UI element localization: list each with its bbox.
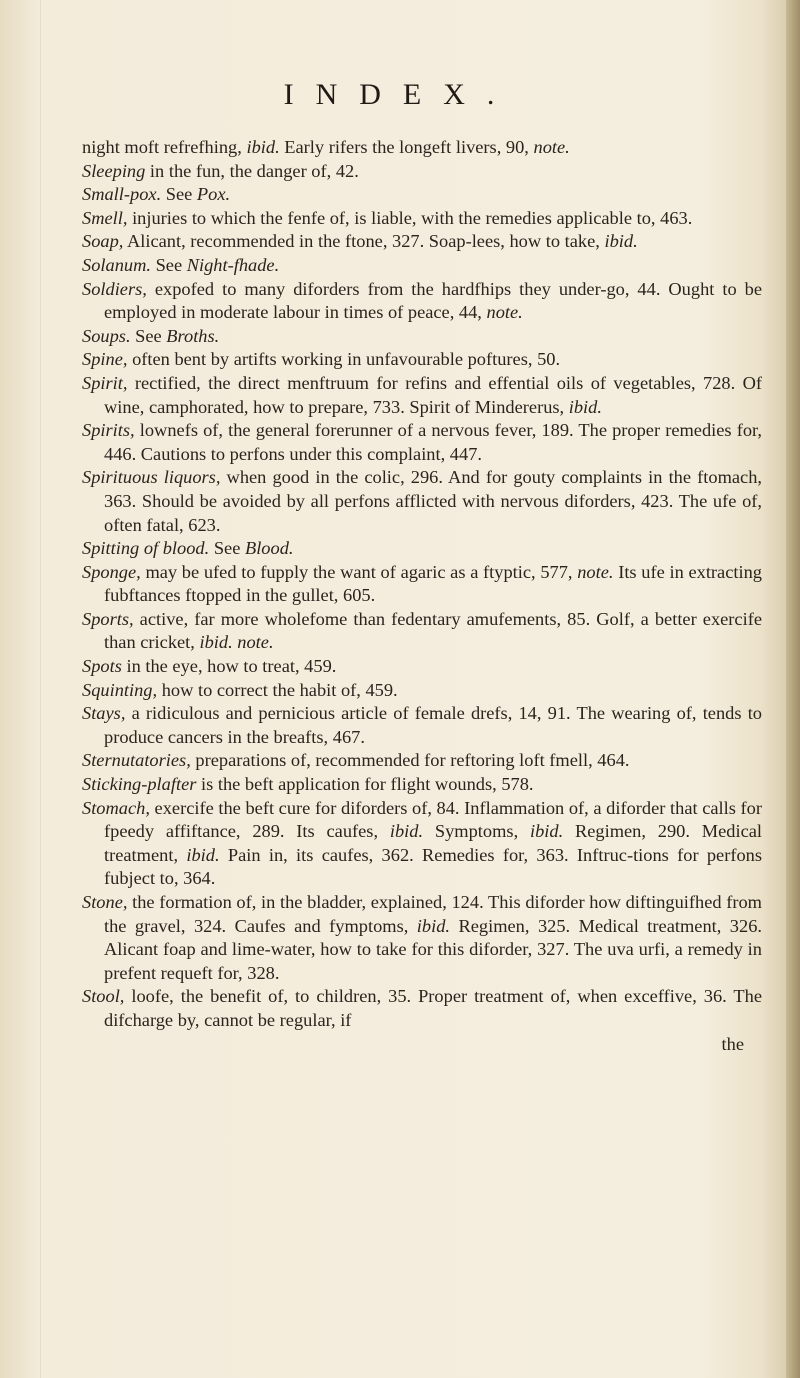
entry-text: how to correct the habit of, 459.: [157, 679, 398, 700]
index-entry: [82, 561, 762, 608]
index-entry: [82, 254, 762, 278]
entry-text: exercife the beft cure for diforders of, 84. Inflammation of, a diforder that calls for fpeedy affiftance, 289. Its caufes,: [104, 797, 762, 842]
entry-headword: Soldiers,: [82, 278, 147, 299]
entry-reference-italic: note.: [577, 561, 614, 582]
entry-text: a ridiculous and pernicious article of female drefs, 14, 91. The wearing of, tends to produce cancers in the breafts, 467.: [104, 703, 762, 747]
entry-headword: Stomach,: [82, 797, 150, 818]
index-entry: [82, 466, 762, 537]
entry-headword: Soups.: [82, 325, 131, 346]
index-entry: [82, 985, 762, 1032]
index-entry: [82, 278, 762, 325]
entry-text: expofed to many diforders from the hardfhips they under-go, 44. Ought to be employed in moderate labour in times of peace, 44,: [104, 278, 762, 323]
entry-text: injuries to which the fenfe of, is liable, with the remedies applicable to, 463.: [127, 207, 693, 228]
entry-headword: Sports,: [82, 608, 134, 629]
entry-text: loofe, the benefit of, to children, 35. Proper treatment of, when exceffive, 36. The difcharge by, cannot be regular, if: [104, 986, 762, 1030]
entry-reference-italic: ibid.: [604, 231, 638, 252]
entry-text: See: [150, 254, 187, 275]
entry-text: Symptoms,: [423, 821, 530, 842]
index-entry: [82, 749, 762, 773]
entry-headword: Spirit,: [82, 372, 128, 393]
entry-reference-italic: ibid.: [416, 915, 451, 936]
entry-headword: Spirituous liquors,: [82, 467, 221, 488]
entry-headword: Spitting of blood.: [82, 538, 210, 559]
entry-text: the formation of, in the bladder, explained, 124. This diforder how diftinguifhed from the gravel, 324. Caufes and fymptoms,: [104, 892, 762, 936]
entry-text: Its ufe in extracting fubftances ftopped in the gullet, 605.: [104, 561, 762, 606]
entry-headword: Stone,: [82, 892, 128, 912]
index-entry: [82, 679, 762, 703]
index-entries: [82, 136, 762, 1056]
entry-headword: Spirits,: [82, 420, 135, 441]
entry-reference-italic: ibid.: [246, 137, 280, 157]
entry-headword: Spots: [82, 656, 122, 677]
index-entry: [82, 537, 762, 561]
entry-headword: Sponge,: [82, 561, 141, 582]
entry-reference-italic: Night-fhade.: [186, 254, 280, 275]
entry-reference-italic: ibid.: [389, 821, 424, 842]
entry-headword: Stays,: [82, 703, 126, 724]
index-entry: [82, 230, 762, 254]
entry-reference-italic: Pox.: [196, 184, 231, 205]
entry-text: may be ufed to fupply the want of agaric as a ftyptic, 577,: [140, 561, 578, 582]
entry-text: active, far more wholefome than fedentary amufements, 85. Golf, a better exercife than cricket,: [104, 608, 762, 653]
entry-text: in the fun, the danger of, 42.: [145, 160, 359, 181]
index-entry: [82, 773, 762, 797]
entry-text: rectified, the direct menftruum for refins and effential oils of vegetables, 728. Of wine, camphorated, how to prepare, 733. Spirit of Mindererus,: [104, 372, 762, 417]
page-header: INDEX.: [283, 78, 517, 111]
entry-reference-italic: Blood.: [244, 538, 294, 559]
index-entry: [82, 655, 762, 679]
entry-text: preparations of, recommended for reftoring loft fmell, 464.: [190, 750, 630, 771]
index-entry: [82, 325, 762, 349]
index-entry: [82, 136, 762, 160]
entry-text: in the eye, how to treat, 459.: [121, 656, 337, 677]
entry-text: when good in the colic, 296. And for gouty complaints in the ftomach, 363. Should be avoided by all perfons afflicted with nervous diforders, 423. The ufe of, often fatal, 623.: [104, 467, 762, 535]
entry-text: night moft refrefhing,: [82, 137, 247, 157]
entry-text: See: [130, 325, 167, 346]
entry-headword: Sticking-plafter: [82, 774, 197, 795]
index-entry: [82, 183, 762, 207]
entry-reference-italic: ibid.: [186, 844, 220, 865]
page-edge: [786, 0, 800, 1378]
entry-reference-italic: ibid. note.: [199, 632, 274, 653]
entry-headword: Smell,: [82, 207, 128, 228]
index-entry: [82, 891, 762, 985]
entry-headword: Soap,: [82, 231, 124, 252]
index-entry: [82, 608, 762, 655]
index-entry: [82, 419, 762, 466]
index-entry: [82, 160, 762, 184]
entry-text: See: [161, 184, 197, 205]
entry-text: Regimen, 325. Medical treatment, 326. Alicant foap and lime-water, how to take for this diforder, 327. The uva urfi, a remedy in prefent requeft for, 328.: [104, 915, 762, 983]
entry-headword: Solanum.: [82, 254, 151, 275]
entry-text: lownefs of, the general forerunner of a nervous fever, 189. The proper remedies for, 446. Cautions to perfons under this complaint, 447.: [104, 420, 762, 464]
entry-reference-italic: note.: [486, 302, 523, 323]
index-entry: [82, 797, 762, 891]
index-entry: [82, 348, 762, 372]
entry-headword: Small-pox.: [82, 184, 162, 205]
entry-text: Alicant, recommended in the ftone, 327. Soap-lees, how to take,: [123, 231, 605, 252]
entry-text: is the beft application for flight wounds, 578.: [196, 774, 534, 795]
entry-headword: Spine,: [82, 349, 128, 370]
entry-headword: Sternutatories,: [82, 750, 191, 771]
entry-reference-italic: ibid.: [568, 396, 602, 417]
index-entry: [82, 207, 762, 231]
index-entry: [82, 372, 762, 419]
entry-text: Early rifers the longeft livers, 90,: [279, 137, 534, 157]
entry-headword: Sleeping: [82, 160, 146, 181]
entry-reference-italic: Broths.: [166, 325, 220, 346]
entry-reference-italic: note.: [533, 137, 570, 157]
entry-reference-italic: ibid.: [529, 821, 564, 842]
index-entry: [82, 702, 762, 749]
entry-text: Regimen, 290. Medical treatment,: [104, 821, 763, 865]
entry-text: often bent by artifts working in unfavourable poftures, 50.: [127, 349, 561, 370]
entry-headword: Squinting,: [82, 679, 158, 700]
entry-headword: Stool,: [82, 986, 125, 1007]
catchword: the: [721, 1033, 744, 1054]
entry-text: See: [209, 538, 245, 559]
entry-text: Pain in, its caufes, 362. Remedies for, 363. Inftruc-tions for perfons fubject to, 364.: [104, 844, 763, 889]
page-gutter: [0, 0, 41, 1378]
